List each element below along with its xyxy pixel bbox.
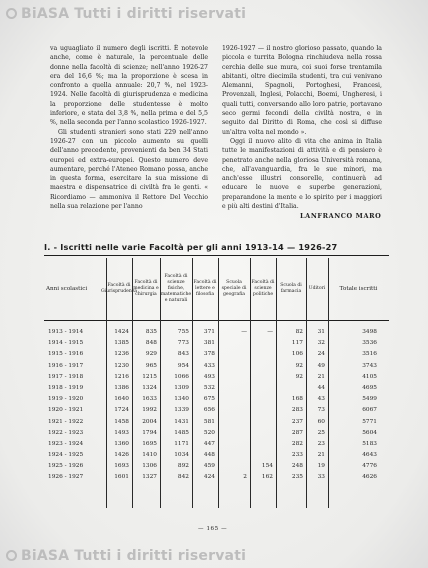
cell-farm: 237	[291, 418, 303, 425]
cell-year: 1915 - 1916	[48, 351, 84, 358]
cell-udi: 43	[317, 396, 325, 403]
cell-sci: 755	[177, 329, 189, 335]
cell-farm: 117	[291, 340, 303, 347]
cell-sci: 892	[177, 463, 189, 470]
cell-tot: 4105	[362, 373, 377, 380]
cell-giur: 1385	[114, 340, 129, 347]
header-scienze-politiche: Facoltà di scienze politiche	[251, 280, 275, 297]
copyright-mark-icon	[6, 550, 17, 561]
cell-farm: 106	[291, 351, 303, 358]
header-totale: Totale iscritti	[339, 286, 378, 292]
cell-farm: 92	[295, 362, 303, 369]
cell-med: 1215	[142, 373, 157, 380]
cell-tot: 4626	[362, 474, 377, 481]
cell-sci: 773	[177, 340, 189, 347]
cell-udi: 21	[317, 452, 325, 459]
cell-med: 1324	[142, 384, 157, 391]
table-row	[44, 327, 389, 338]
cell-farm: 235	[291, 474, 303, 481]
cell-year: 1919 - 1920	[48, 396, 84, 403]
header-giurisprudenza: Facoltà di Giurisprudenza	[101, 283, 137, 294]
cell-tot: 3743	[362, 362, 377, 369]
cell-sci: 954	[177, 362, 189, 369]
cell-udi: 73	[317, 407, 325, 414]
cell-med: 848	[145, 340, 157, 347]
column-rule	[250, 258, 251, 508]
cell-year: 1923 - 1924	[48, 440, 84, 447]
cell-year: 1916 - 1917	[48, 362, 84, 369]
table-header	[44, 258, 389, 321]
header-medicina: Facoltà di medicina e chirurgia	[133, 280, 159, 297]
cell-giur: 1230	[114, 362, 129, 369]
cell-giur: 1360	[114, 440, 129, 447]
cell-sci: 1339	[174, 407, 189, 414]
cell-med: 929	[145, 351, 157, 358]
cell-giur: 1493	[114, 429, 129, 436]
cell-med: 1992	[142, 407, 157, 414]
cell-geo: —	[241, 329, 247, 335]
header-lettere: Facoltà di lettere e filosofia	[193, 280, 217, 297]
cell-sci: 843	[177, 351, 189, 358]
cell-farm: 248	[291, 463, 303, 470]
cell-tot: 5604	[362, 429, 377, 436]
cell-giur: 1426	[114, 452, 129, 459]
table-row	[44, 450, 389, 461]
cell-udi: 24	[317, 351, 325, 358]
header-scienze: Facoltà di scienze fisiche, matematiche e naturali	[160, 274, 192, 303]
header-geografia: Scuola speciale di geografia	[221, 280, 247, 297]
cell-tot: 5499	[362, 396, 377, 403]
cell-giur: 1640	[114, 396, 129, 403]
table-row	[44, 361, 389, 372]
paragraph: Oggi il nuovo alito di vita che anima in Italia tutte le manifestazioni di attività e di pensiero è penetrato anche nella gloriosa Università romana, che, all'avanguardia, fra le sue minori, ma anch'esse illustri consorelle, continuerà ad educare le nuove e superbe generazioni, preparandone la mente e lo spirito per i maggiori e più alti destini d'Italia.	[222, 137, 382, 211]
cell-sci: 842	[177, 474, 189, 481]
column-rule	[276, 258, 277, 508]
cell-farm: 233	[291, 452, 303, 459]
cell-udi: 33	[317, 474, 325, 481]
cell-med: 1633	[142, 396, 157, 403]
cell-let: 532	[203, 384, 215, 391]
cell-let: 378	[203, 351, 215, 358]
cell-tot: 6067	[362, 407, 377, 414]
cell-sci: 1066	[174, 373, 189, 380]
table-row	[44, 417, 389, 428]
cell-udi: 25	[317, 429, 325, 436]
cell-med: 1306	[142, 463, 157, 470]
cell-tot: 3516	[362, 351, 377, 358]
cell-med: 1695	[142, 440, 157, 447]
cell-let: 581	[203, 418, 215, 425]
cell-let: 447	[203, 440, 215, 447]
watermark-top: BiASA Tutti i diritti riservati	[6, 6, 256, 20]
cell-farm: 287	[291, 429, 303, 436]
cell-year: 1922 - 1923	[48, 429, 84, 436]
cell-giur: 1724	[114, 407, 129, 414]
column-rule	[192, 258, 193, 508]
cell-tot: 4776	[362, 463, 377, 470]
text-column-right	[222, 44, 382, 211]
cell-farm: 282	[291, 440, 303, 447]
cell-med: 965	[145, 362, 157, 369]
cell-giur: 1216	[114, 373, 129, 380]
cell-let: 371	[203, 329, 215, 335]
cell-udi: 19	[317, 463, 325, 470]
cell-year: 1918 - 1919	[48, 384, 84, 391]
cell-tot: 4695	[362, 384, 377, 391]
cell-giur: 1386	[114, 384, 129, 391]
text-column-left	[50, 44, 208, 211]
cell-year: 1921 - 1922	[48, 418, 84, 425]
cell-geo: 2	[243, 474, 247, 481]
cell-pol: —	[267, 329, 273, 335]
cell-giur: 1693	[114, 463, 129, 470]
table-row	[44, 405, 389, 416]
author-signature: LANFRANCO MARO	[300, 212, 382, 220]
cell-farm: 92	[295, 373, 303, 380]
cell-udi: 60	[317, 418, 325, 425]
cell-year: 1920 - 1921	[48, 407, 84, 414]
cell-farm: 168	[291, 396, 303, 403]
cell-udi: 31	[317, 329, 325, 335]
cell-giur: 1458	[114, 418, 129, 425]
cell-year: 1925 - 1926	[48, 463, 84, 470]
cell-let: 493	[203, 373, 215, 380]
copyright-mark-icon	[6, 8, 17, 19]
cell-giur: 1424	[114, 329, 129, 335]
cell-year: 1926 - 1927	[48, 474, 84, 481]
cell-med: 1794	[142, 429, 157, 436]
header-anni: Anni scolastici	[46, 286, 88, 292]
cell-let: 433	[203, 362, 215, 369]
cell-tot: 5183	[362, 440, 377, 447]
cell-tot: 5771	[362, 418, 377, 425]
cell-pol: 154	[261, 463, 273, 470]
table-row	[44, 472, 389, 483]
cell-year: 1917 - 1918	[48, 373, 84, 380]
column-rule	[328, 258, 329, 508]
cell-sci: 1034	[174, 452, 189, 459]
cell-med: 835	[145, 329, 157, 335]
table-body	[44, 327, 389, 484]
cell-sci: 1485	[174, 429, 189, 436]
cell-udi: 49	[317, 362, 325, 369]
cell-udi: 32	[317, 340, 325, 347]
cell-sci: 1171	[174, 440, 189, 447]
column-rule	[132, 258, 133, 508]
cell-giur: 1236	[114, 351, 129, 358]
cell-farm: 82	[295, 329, 303, 335]
table-row	[44, 461, 389, 472]
table-row	[44, 338, 389, 349]
table-row	[44, 349, 389, 360]
table-row	[44, 428, 389, 439]
column-rule	[160, 258, 161, 508]
column-rule	[218, 258, 219, 508]
table-title: I. - Iscritti nelle varie Facoltà per gli anni 1913-14 — 1926-27	[44, 242, 338, 252]
cell-let: 656	[203, 407, 215, 414]
cell-sci: 1309	[174, 384, 189, 391]
cell-let: 448	[203, 452, 215, 459]
cell-let: 424	[203, 474, 215, 481]
cell-sci: 1340	[174, 396, 189, 403]
cell-pol: 162	[261, 474, 273, 481]
paragraph: 1926-1927 — il nostro glorioso passato, quando la piccola e turrita Bologna rinchiudeva nella rossa cerchia delle sue mura, coi suoi forse trentamila abitanti, oltre diecimila studenti, tra cui venivano Alemanni, Spagnoli, Portoghesi, Francesi, Provenzali, Inglesi, Polacchi, Boemi, Ungheresi, i quali tutti, conversando allo loro patrie, portavano seco germi fecondi della civiltà nostra, e in seguito dal Diritto di Roma, che così si diffuse un'altra volta nel mondo ».	[222, 45, 382, 136]
cell-med: 1327	[142, 474, 157, 481]
cell-udi: 21	[317, 373, 325, 380]
cell-farm: 283	[291, 407, 303, 414]
cell-med: 1410	[142, 452, 157, 459]
cell-med: 2004	[142, 418, 157, 425]
cell-giur: 1601	[114, 474, 129, 481]
cell-sci: 1431	[174, 418, 189, 425]
cell-let: 675	[203, 396, 215, 403]
cell-tot: 3498	[362, 329, 377, 335]
table-row	[44, 439, 389, 450]
enrollment-table	[44, 258, 389, 484]
cell-let: 459	[203, 463, 215, 470]
cell-year: 1914 - 1915	[48, 340, 84, 347]
cell-let: 381	[203, 340, 215, 347]
paragraph: Gli studenti stranieri sono stati 229 nell'anno 1926-27 con un piccolo aumento su quelli dell'anno precedente, provenienti da ben 34 Stati europei ed extra-europei. Questo numero deve aumentare, perché l'Ateneo Romano possa, anche in questa forma, esercitare la sua missione di maestra e dispensatrice di civiltà fra le genti. « Ricordiamo — ammoniva il Rettore Del Vecchio nella sua relazione per l'anno	[50, 128, 208, 211]
cell-udi: 23	[317, 440, 325, 447]
cell-year: 1913 - 1914	[48, 329, 84, 335]
cell-udi: 44	[317, 384, 325, 391]
table-row	[44, 383, 389, 394]
header-farmacia: Scuola di farmacia	[280, 283, 302, 294]
page-number: — 165 —	[198, 526, 228, 532]
watermark-bottom: BiASA Tutti i diritti riservati	[6, 548, 256, 562]
table-top-rule	[44, 255, 389, 256]
table-row	[44, 394, 389, 405]
table-row	[44, 372, 389, 383]
cell-let: 520	[203, 429, 215, 436]
column-rule	[306, 258, 307, 508]
paragraph: va uguagliato il numero degli iscritti. È notevole anche, come è naturale, la percentuale delle donne nella facoltà di scienze; nell'anno 1926-27 era del 16,6 %; ma la proporzione è scesa in confronto a quella annuale: 20,7 %, nel 1923-1924. Nelle facoltà di giurisprudenza e medicina la proporzione delle studentesse è molto inferiore, e stata del 3,8 %, nella prima e del 5,5 %, nella seconda per l'anno scolastico 1926-1927.	[50, 45, 208, 127]
header-uditori: Uditori	[308, 286, 326, 291]
cell-tot: 3536	[362, 340, 377, 347]
cell-tot: 4643	[362, 452, 377, 459]
cell-year: 1924 - 1925	[48, 452, 84, 459]
column-rule	[106, 258, 107, 508]
